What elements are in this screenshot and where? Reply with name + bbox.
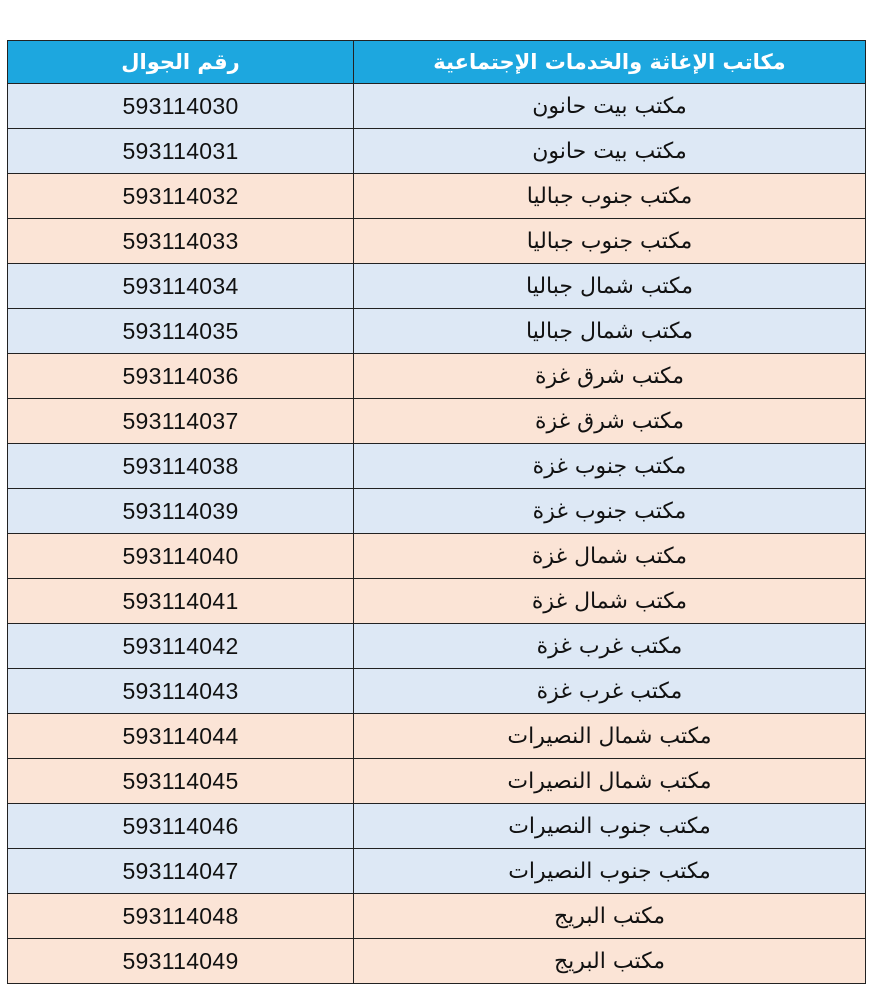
table-row	[8, 939, 866, 984]
office-name-cell: مكتب جنوب النصيرات	[354, 804, 866, 849]
table-row	[8, 399, 866, 444]
phone-number-cell: 593114045	[8, 759, 354, 804]
table-row	[8, 129, 866, 174]
table-row	[8, 894, 866, 939]
office-name-cell: مكتب شمال جباليا	[354, 309, 866, 354]
office-name-cell: مكتب غرب غزة	[354, 624, 866, 669]
office-name-cell: مكتب شمال غزة	[354, 534, 866, 579]
phone-number-cell: 593114038	[8, 444, 354, 489]
table-row	[8, 849, 866, 894]
office-name-cell: مكتب بيت حانون	[354, 84, 866, 129]
phone-number-cell: 593114033	[8, 219, 354, 264]
phone-number-cell: 593114030	[8, 84, 354, 129]
office-name-cell: مكتب جنوب جباليا	[354, 219, 866, 264]
office-name-cell: مكتب شرق غزة	[354, 354, 866, 399]
table-row	[8, 309, 866, 354]
phone-column-header: رقم الجوال	[8, 41, 354, 84]
phone-number-cell: 593114036	[8, 354, 354, 399]
phone-number-cell: 593114041	[8, 579, 354, 624]
phone-number-cell: 593114046	[8, 804, 354, 849]
office-name-cell: مكتب بيت حانون	[354, 129, 866, 174]
office-name-cell: مكتب جنوب جباليا	[354, 174, 866, 219]
phone-number-cell: 593114037	[8, 399, 354, 444]
table-row	[8, 714, 866, 759]
phone-number-cell: 593114034	[8, 264, 354, 309]
office-name-cell: مكتب البريج	[354, 894, 866, 939]
phone-number-cell: 593114049	[8, 939, 354, 984]
phone-number-cell: 593114039	[8, 489, 354, 534]
office-name-cell: مكتب جنوب غزة	[354, 444, 866, 489]
table-row	[8, 219, 866, 264]
office-name-cell: مكتب جنوب غزة	[354, 489, 866, 534]
office-name-cell: مكتب جنوب النصيرات	[354, 849, 866, 894]
table-row	[8, 264, 866, 309]
table-row	[8, 534, 866, 579]
table-row	[8, 354, 866, 399]
phone-number-cell: 593114040	[8, 534, 354, 579]
office-column-header: مكاتب الإغاثة والخدمات الإجتماعية	[354, 41, 866, 84]
table-row	[8, 84, 866, 129]
table-row	[8, 804, 866, 849]
table-body	[8, 84, 866, 984]
phone-number-cell: 593114035	[8, 309, 354, 354]
phone-number-cell: 593114048	[8, 894, 354, 939]
office-name-cell: مكتب شمال النصيرات	[354, 759, 866, 804]
phone-number-cell: 593114042	[8, 624, 354, 669]
table-row	[8, 669, 866, 714]
phone-number-cell: 593114044	[8, 714, 354, 759]
table-row	[8, 174, 866, 219]
table-row	[8, 489, 866, 534]
table-row	[8, 624, 866, 669]
phone-number-cell: 593114031	[8, 129, 354, 174]
table-row	[8, 579, 866, 624]
office-name-cell: مكتب شمال النصيرات	[354, 714, 866, 759]
relief-offices-table	[7, 40, 866, 984]
office-name-cell: مكتب شمال جباليا	[354, 264, 866, 309]
table-row	[8, 444, 866, 489]
table-row	[8, 759, 866, 804]
header-row	[8, 41, 866, 84]
phone-number-cell: 593114047	[8, 849, 354, 894]
office-name-cell: مكتب شرق غزة	[354, 399, 866, 444]
office-name-cell: مكتب شمال غزة	[354, 579, 866, 624]
offices-table-container	[7, 40, 865, 984]
table-header	[8, 41, 866, 84]
phone-number-cell: 593114032	[8, 174, 354, 219]
phone-number-cell: 593114043	[8, 669, 354, 714]
office-name-cell: مكتب غرب غزة	[354, 669, 866, 714]
office-name-cell: مكتب البريج	[354, 939, 866, 984]
